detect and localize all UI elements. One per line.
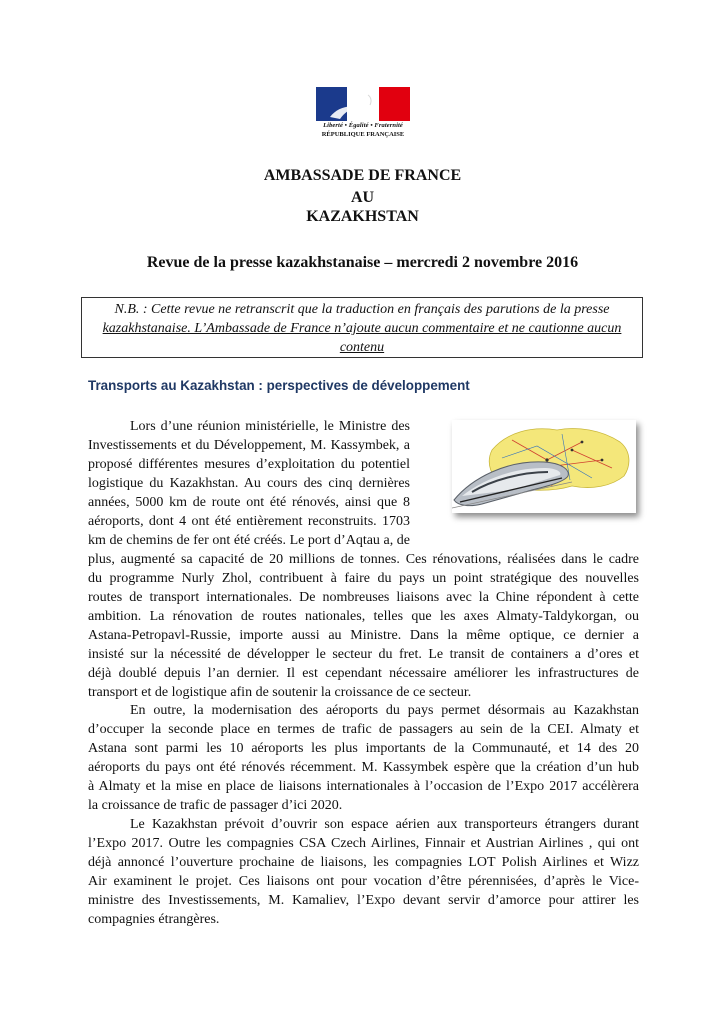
paragraph-1-bottom bbox=[88, 550, 639, 702]
paragraph-line: aéroports du pays ont été rénovés récemment. M. Kassymbek espère que la création d’un hub bbox=[88, 760, 639, 775]
page-subtitle: Revue de la presse kazakhstanaise – mercredi 2 novembre 2016 bbox=[146, 254, 579, 271]
paragraph-line: Astana sont parmi les 10 aéroports les plus importants de la Communauté, et 14 des 20 bbox=[88, 741, 639, 756]
paragraph-line: du programme Nurly Zhol, contribuent à faire du pays un point stratégique des nouvelles bbox=[88, 571, 639, 586]
train-map-figure bbox=[452, 420, 636, 513]
disclaimer-box bbox=[81, 297, 643, 358]
paragraph-line: à Almaty et la mise en place de liaisons internationales à l’occasion de l’Expo 2017 accélèrera bbox=[88, 779, 639, 794]
section-title: Transports au Kazakhstan : perspectives de développement bbox=[88, 378, 470, 393]
paragraph-line: Lors d’une réunion ministérielle, le Ministre des bbox=[130, 419, 410, 434]
paragraph-1-line-7 bbox=[88, 531, 410, 550]
paragraph-line: compagnies étrangères. bbox=[88, 912, 220, 927]
paragraph-2 bbox=[88, 701, 639, 815]
paragraph-line: proposé différentes mesures d’exploitation du potentiel bbox=[88, 457, 410, 472]
paragraph-line: plus, augmenté sa capacité de 20 millions de tonnes. Ces rénovations, réalisées dans le cadre bbox=[88, 552, 639, 567]
paragraph-line: l’Expo 2017. Outre les compagnies CSA Czech Airlines, Finnair et Austrian Airlines , qui ont bbox=[88, 836, 639, 851]
republique-francaise-logo bbox=[316, 87, 410, 143]
paragraph-line: années, 5000 km de route ont été rénovés, ainsi que 8 bbox=[88, 495, 410, 510]
paragraph-line: routes de transport internationales. De nombreuses liaisons avec la Chine répondent à cette bbox=[88, 590, 639, 605]
logo-motto: Liberté • Égalité • Fraternité bbox=[323, 122, 403, 129]
disclaimer-line-2: kazakhstanaise. L’Ambassade de France n’ajoute aucun commentaire et ne cautionne aucun bbox=[102, 321, 622, 336]
paragraph-line: Astana-Petropavl-Russie, importe aussi au Ministre. Dans la même optique, ce dernier a bbox=[88, 628, 639, 643]
paragraph-line: ambition. La rénovation de routes nationales, telles que les axes Almaty-Taldykorgan, ou bbox=[88, 609, 639, 624]
header-line-3: KAZAKHSTAN bbox=[306, 208, 419, 225]
paragraph-line: la croissance de trafic de passager d’ici 2020. bbox=[88, 798, 343, 813]
paragraph-line: déjà doublé depuis l’an dernier. Il est cependant nécessaire améliorer les infrastructures de bbox=[88, 666, 639, 681]
paragraph-line: transport et de logistique afin de soutenir la croissance de ce secteur. bbox=[88, 685, 472, 700]
paragraph-line: d’occuper la seconde place en termes de trafic de passagers au sein de la CEI. Almaty et bbox=[88, 722, 639, 737]
paragraph-1-top bbox=[88, 417, 410, 531]
disclaimer-line-3: contenu bbox=[339, 340, 385, 355]
train-map-icon bbox=[452, 420, 636, 513]
paragraph-line: aéroports, dont 4 ont été entièrement reconstruits. 1703 bbox=[88, 514, 410, 529]
paragraph-line: insisté sur la nécessité de développer le secteur du fret. Le transit de containers a d’ores et bbox=[88, 647, 639, 662]
paragraph-line: Investissements et du Développement, M. Kassymbek, a bbox=[88, 438, 410, 453]
paragraph-line: logistique du Kazakhstan. Au cours des cinq dernières bbox=[88, 476, 410, 491]
paragraph-line: déjà annoncé l’ouverture prochaine de liaisons, les compagnies LOT Polish Airlines et Wizz bbox=[88, 855, 639, 870]
paragraph-line: Air examinent le projet. Ces liaisons ont pour vocation d’être pérennisées, d’après le Vice- bbox=[88, 874, 639, 889]
paragraph-line: ministre des Investissements, M. Kamaliev, l’Expo devant servir d’amorce pour attirer les bbox=[88, 893, 639, 908]
paragraph-3 bbox=[88, 815, 639, 929]
paragraph-line: km de chemins de fer ont été créés. Le port d’Aqtau a, de bbox=[88, 533, 410, 548]
header-line-2: AU bbox=[350, 189, 375, 206]
logo-republic: RÉPUBLIQUE FRANÇAISE bbox=[321, 131, 405, 138]
marianne-flag-icon bbox=[316, 87, 410, 121]
paragraph-line: En outre, la modernisation des aéroports du pays permet désormais au Kazakhstan bbox=[130, 703, 639, 718]
disclaimer-line-1: N.B. : Cette revue ne retranscrit que la traduction en français des parutions de la presse bbox=[114, 302, 610, 317]
header-line-1: AMBASSADE DE FRANCE bbox=[263, 167, 462, 184]
paragraph-line: Le Kazakhstan prévoit d’ouvrir son espace aérien aux transporteurs étrangers durant bbox=[130, 817, 639, 832]
